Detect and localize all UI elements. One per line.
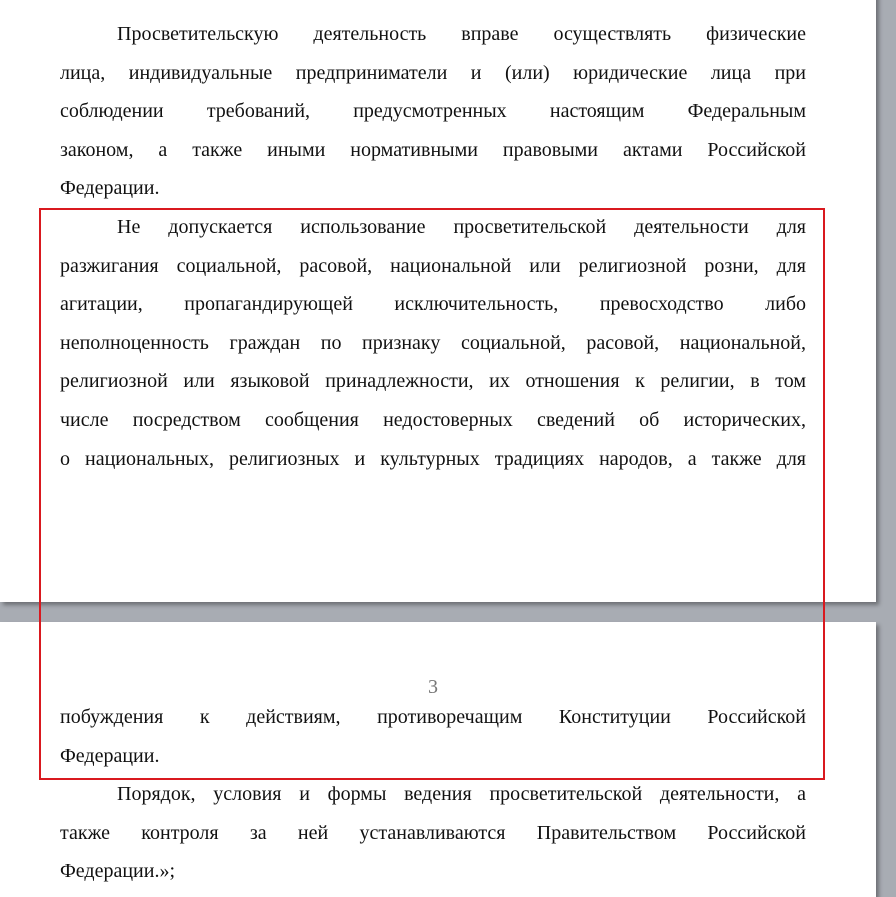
text-line: разжигания социальной, расовой, национальной или религиозной розни, для bbox=[60, 254, 806, 277]
page-number: 3 bbox=[428, 676, 438, 698]
paragraph-2-continued bbox=[60, 698, 806, 775]
text-line: соблюдении требований, предусмотренных настоящим Федеральным bbox=[60, 100, 806, 123]
text-line: числе посредством сообщения недостоверных сведений об исторических, bbox=[60, 408, 806, 431]
text-line: Федерации.»; bbox=[60, 860, 176, 883]
text-line: Федерации. bbox=[60, 177, 160, 200]
text-line: религиозной или языковой принадлежности, их отношения к религии, в том bbox=[60, 370, 806, 393]
text-line: агитации, пропагандирующей исключительность, превосходство либо bbox=[60, 293, 806, 316]
text-line: законом, а также иными нормативными правовыми актами Российской bbox=[60, 138, 806, 161]
text-line: побуждения к действиям, противоречащим Конституции Российской bbox=[60, 706, 806, 728]
text-line: также контроля за ней устанавливаются Правительством Российской bbox=[60, 821, 806, 844]
paragraph-2 bbox=[60, 208, 806, 478]
text-line: неполноценность граждан по признаку социальной, расовой, национальной, bbox=[60, 331, 806, 354]
text-line: Порядок, условия и формы ведения просветительской деятельности, а bbox=[117, 783, 806, 805]
text-line: Федерации. bbox=[60, 744, 160, 767]
paragraph-1 bbox=[60, 15, 806, 208]
text-line: лица, индивидуальные предприниматели и (или) юридические лица при bbox=[60, 61, 806, 84]
text-line: Не допускается использование просветительской деятельности для bbox=[117, 216, 806, 238]
paragraph-3 bbox=[60, 775, 806, 891]
text-line: Просветительскую деятельность вправе осуществлять физические bbox=[117, 23, 806, 45]
text-line: о национальных, религиозных и культурных традициях народов, а также для bbox=[60, 447, 806, 470]
